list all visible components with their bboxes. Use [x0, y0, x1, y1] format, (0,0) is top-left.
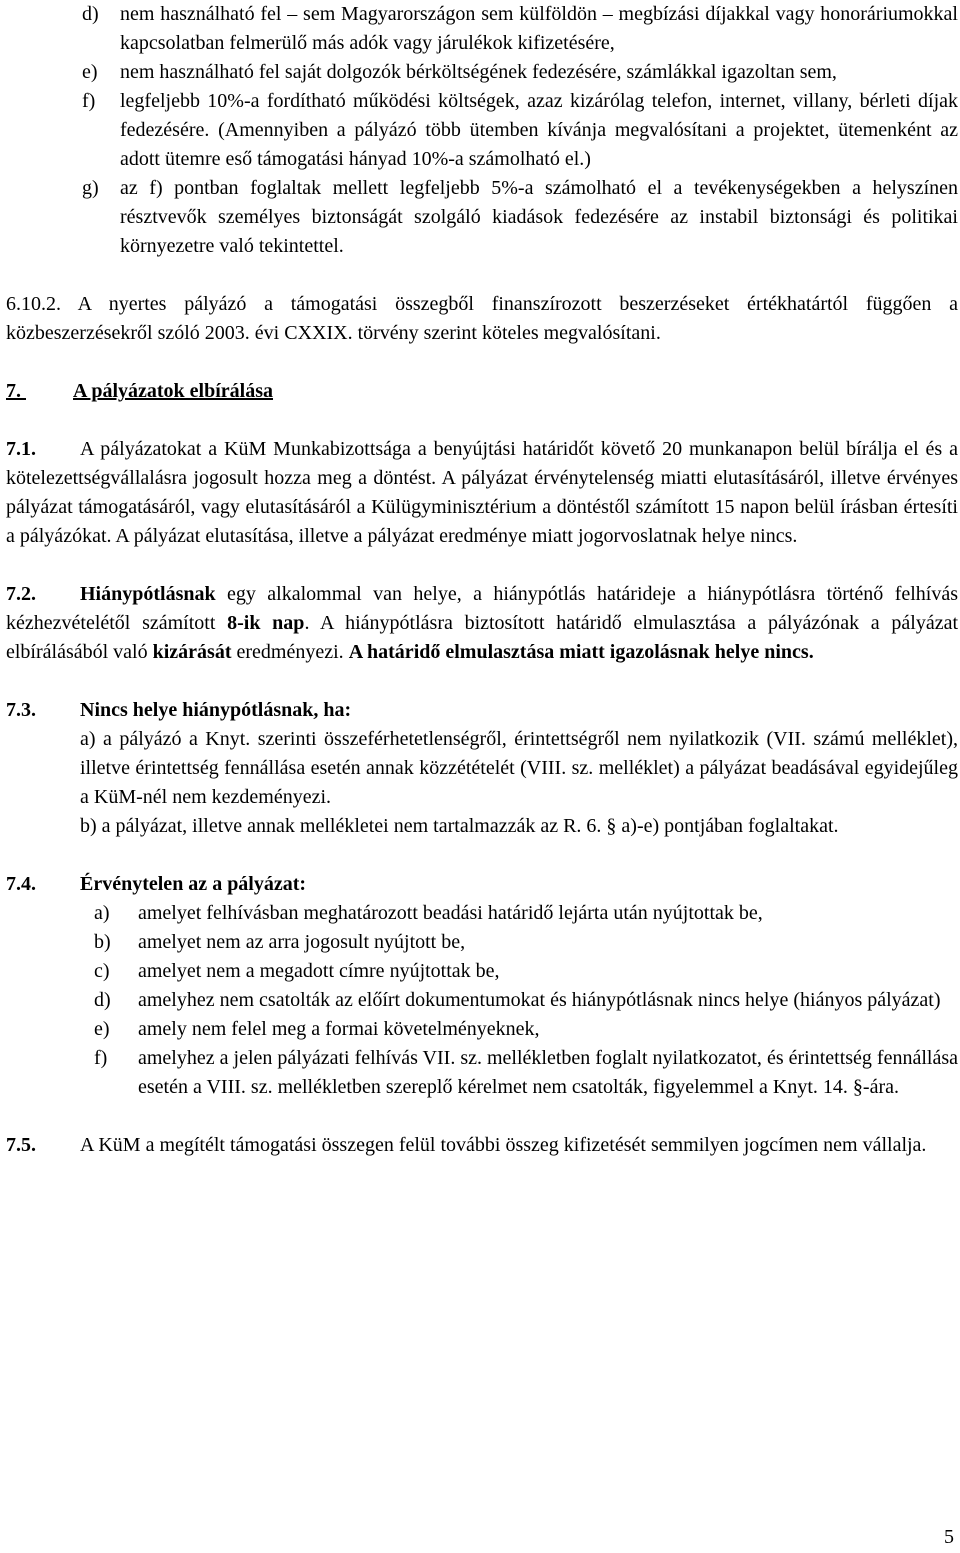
list-text: nem használható fel – sem Magyarországon sem külföldön – megbízási díjakkal vagy honoráriumokkal kapcsolatban felmerülő más adók vagy járulékok kifizetésére, — [120, 3, 958, 54]
list-label: b) — [94, 931, 111, 953]
document-page — [6, 0, 958, 1553]
list-label: e) — [82, 61, 98, 83]
paragraph-7-5 — [6, 1131, 958, 1160]
paragraph-number: 7.3. — [6, 699, 36, 721]
list-text: amely nem felel meg a formai követelményeknek, — [138, 1018, 540, 1040]
section-heading-7 — [6, 377, 958, 406]
list-text: amelyhez nem csatolták az előírt dokumentumokat és hiánypótlásnak nincs helye (hiányos pályázat) — [138, 989, 941, 1011]
list-text: legfeljebb 10%-a fordítható működési költségek, azaz kizárólag telefon, internet, villany, bérleti díjak fedezésére. (Amennyiben a pályázó több ütemben kívánja megvalósítani a projektet, ütemenként az adott ütemre eső támogatási hányad 10%-a számolható el.) — [120, 90, 958, 170]
list-item-7-4-f — [6, 1044, 958, 1102]
list-label: f) — [82, 90, 96, 112]
list-item-7-4-b — [6, 928, 958, 957]
text-run: egy alkalommal van helye, a hiánypótlás határideje a hiánypótlásra történő felhívás kézhezvételétől számított — [6, 583, 958, 634]
list-item-7-4-a — [6, 899, 958, 928]
list-item-7-4-e — [6, 1015, 958, 1044]
paragraph-number: 7.5. — [6, 1134, 36, 1156]
bold-exclusion: kizárását — [152, 641, 232, 663]
list-label: d) — [82, 3, 99, 25]
section-number: 7. — [6, 380, 21, 402]
paragraph-number: 7.1. — [6, 438, 36, 460]
list-text: amelyet nem a megadott címre nyújtottak be, — [138, 960, 500, 982]
bold-statement: A határidő elmulasztása miatt igazolásnak helye nincs. — [348, 641, 814, 663]
paragraph-text: A pályázatokat a KüM Munkabizottsága a benyújtási határidőt követő 20 munkanapon belül bírálja el és a kötelezettségvállalásra jogosult hozza meg a döntést. A pályázat érvénytelenség miatti elutasításáról, illetve érvényes pályázat támogatásáról, vagy elutasításáról a Külügyminisztérium a döntéstől számított 15 napon belül írásban értesíti a pályázókat. A pályázat elutasítása, illetve a pályázat eredménye miatt jogorvoslatnak helye nincs. — [6, 438, 958, 547]
list-label: e) — [94, 1018, 110, 1040]
paragraph-6-10-2: 6.10.2. A nyertes pályázó a támogatási összegből finanszírozott beszerzéseket értékhatártól függően a közbeszerzésekről szóló 2003. évi CXXIX. törvény szerint köteles megvalósítani. — [6, 293, 958, 344]
text-run: . A hiánypótlásra biztosított határidő elmulasztása a pályázónak a pályázat elbírálásából való — [6, 612, 959, 663]
bold-deadline: 8-ik nap — [227, 612, 305, 634]
paragraph-7-3-heading — [6, 696, 958, 725]
bold-term: Hiánypótlásnak — [80, 583, 216, 605]
paragraph-7-2 — [6, 580, 958, 667]
list-text: amelyet felhívásban meghatározott beadási határidő lejárta után nyújtottak be, — [138, 902, 763, 924]
list-text: az f) pontban foglaltak mellett legfeljebb 5%-a számolható el a tevékenységekben a helyszínen résztvevők személyes biztonságát szolgáló kiadások fedezésére az instabil biztonsági és politikai környezetre való tekintettel. — [120, 177, 958, 257]
paragraph-title: Érvénytelen az a pályázat: — [80, 873, 307, 895]
paragraph-7-1 — [6, 435, 958, 551]
page-number: 5 — [944, 1526, 954, 1548]
list-item-7-4-d — [6, 986, 958, 1015]
list-label: f) — [94, 1047, 108, 1069]
list-label: g) — [82, 177, 99, 199]
list-label: a) — [94, 902, 110, 924]
list-item-7-3-b: b) a pályázat, illetve annak mellékletei nem tartalmazzák az R. 6. § a)-e) pontjában foglaltakat. — [80, 815, 839, 837]
heading-spacer — [21, 377, 73, 406]
list-item-7-4-c — [6, 957, 958, 986]
paragraph-number: 7.4. — [6, 873, 36, 895]
paragraph-text: A KüM a megítélt támogatási összegen felül további összeg kifizetését semmilyen jogcímen nem vállalja. — [80, 1134, 927, 1156]
list-text: amelyhez a jelen pályázati felhívás VII. sz. mellékletben foglalt nyilatkozatot, és érintettség fennállása esetén a VIII. sz. mellékletben szereplő kérelmet nem csatolták, figyelemmel a Knyt. 14. §-ára. — [138, 1047, 958, 1098]
list-item-e — [6, 58, 958, 87]
list-item-g — [6, 174, 958, 261]
text-run: eredményezi. — [231, 641, 349, 663]
list-item-7-3-a: a) a pályázó a Knyt. szerinti összeférhetetlenségről, érintettségről nem nyilatkozik (VII. számú melléklet), illetve érintettség fennállása esetén annak közzétételét (VIII. sz. melléklet) a pályázat beadásával egyidejűleg a KüM-nél nem kezdeményezi. — [80, 728, 958, 808]
list-text: amelyet nem az arra jogosult nyújtott be, — [138, 931, 466, 953]
list-item-d — [6, 0, 958, 58]
paragraph-7-4-heading — [6, 870, 958, 899]
section-title: A pályázatok elbírálása — [73, 380, 274, 402]
paragraph-title: Nincs helye hiánypótlásnak, ha: — [80, 699, 352, 721]
list-label: c) — [94, 960, 110, 982]
list-label: d) — [94, 989, 111, 1011]
paragraph-number: 7.2. — [6, 583, 36, 605]
list-item-f — [6, 87, 958, 174]
list-text: nem használható fel saját dolgozók bérköltségének fedezésére, számlákkal igazoltan sem, — [120, 61, 837, 83]
